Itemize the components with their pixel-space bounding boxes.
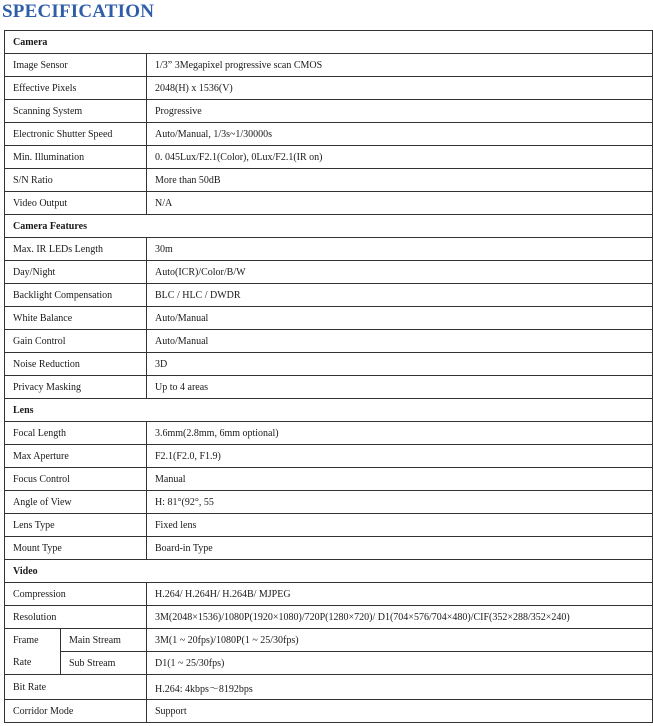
spec-value: Progressive	[147, 100, 653, 123]
table-row	[5, 514, 653, 537]
spec-value: F2.1(F2.0, F1.9)	[147, 445, 653, 468]
spec-value: Auto/Manual	[147, 307, 653, 330]
table-row	[5, 123, 653, 146]
spec-value: H: 81°(92°, 55	[147, 491, 653, 514]
spec-label: Max Aperture	[5, 445, 147, 468]
spec-value: H.264: 4kbps〜8192bps	[147, 675, 653, 700]
spec-value: 3.6mm(2.8mm, 6mm optional)	[147, 422, 653, 445]
spec-label: Mount Type	[5, 537, 147, 560]
table-row	[5, 261, 653, 284]
spec-value: Auto(ICR)/Color/B/W	[147, 261, 653, 284]
spec-value: D1(1 ~ 25/30fps)	[147, 652, 653, 675]
section-row-camera-features	[5, 215, 653, 238]
spec-label: Lens Type	[5, 514, 147, 537]
spec-label: Max. IR LEDs Length	[5, 238, 147, 261]
spec-label: Resolution	[5, 606, 147, 629]
spec-value: 30m	[147, 238, 653, 261]
spec-label: Day/Night	[5, 261, 147, 284]
spec-label: Privacy Masking	[5, 376, 147, 399]
spec-label: Gain Control	[5, 330, 147, 353]
table-row	[5, 54, 653, 77]
spec-value: 1/3” 3Megapixel progressive scan CMOS	[147, 54, 653, 77]
spec-value: N/A	[147, 192, 653, 215]
spec-label: Noise Reduction	[5, 353, 147, 376]
spec-value: Board-in Type	[147, 537, 653, 560]
spec-value: 3M(2048×1536)/1080P(1920×1080)/720P(1280×720)/ D1(704×576/704×480)/CIF(352×288/352×240)	[147, 606, 653, 629]
table-row	[5, 330, 653, 353]
frame-rate-label-top: Frame	[5, 629, 61, 652]
table-row	[5, 468, 653, 491]
spec-label: Backlight Compensation	[5, 284, 147, 307]
spec-value: Manual	[147, 468, 653, 491]
spec-value: 2048(H) x 1536(V)	[147, 77, 653, 100]
main-stream-label: Main Stream	[61, 629, 147, 652]
spec-label: Scanning System	[5, 100, 147, 123]
spec-table	[4, 30, 653, 723]
sub-stream-label: Sub Stream	[61, 652, 147, 675]
table-row	[5, 445, 653, 468]
spec-label: Angle of View	[5, 491, 147, 514]
spec-value: Auto/Manual, 1/3s~1/30000s	[147, 123, 653, 146]
table-row	[5, 700, 653, 723]
spec-label: Focus Control	[5, 468, 147, 491]
table-row	[5, 491, 653, 514]
section-row-lens	[5, 399, 653, 422]
table-row	[5, 629, 653, 652]
frame-rate-label-bottom: Rate	[5, 652, 61, 675]
spec-value: H.264/ H.264H/ H.264B/ MJPEG	[147, 583, 653, 606]
spec-label: Effective Pixels	[5, 77, 147, 100]
table-row	[5, 376, 653, 399]
section-heading-lens: Lens	[5, 399, 653, 422]
spec-label: Video Output	[5, 192, 147, 215]
table-row	[5, 169, 653, 192]
section-row-video	[5, 560, 653, 583]
table-row	[5, 284, 653, 307]
section-row-camera	[5, 31, 653, 54]
section-heading-video: Video	[5, 560, 653, 583]
spec-label: Image Sensor	[5, 54, 147, 77]
spec-value: More than 50dB	[147, 169, 653, 192]
table-row	[5, 537, 653, 560]
spec-value: BLC / HLC / DWDR	[147, 284, 653, 307]
spec-label: S/N Ratio	[5, 169, 147, 192]
spec-value: 3M(1 ~ 20fps)/1080P(1 ~ 25/30fps)	[147, 629, 653, 652]
section-heading-camera: Camera	[5, 31, 653, 54]
section-heading-camera-features: Camera Features	[5, 215, 653, 238]
spec-value: Support	[147, 700, 653, 723]
spec-label: Compression	[5, 583, 147, 606]
table-row	[5, 307, 653, 330]
spec-label: Electronic Shutter Speed	[5, 123, 147, 146]
table-row	[5, 192, 653, 215]
table-row	[5, 353, 653, 376]
table-row	[5, 675, 653, 700]
table-row	[5, 583, 653, 606]
spec-value: 0. 045Lux/F2.1(Color), 0Lux/F2.1(IR on)	[147, 146, 653, 169]
table-row	[5, 146, 653, 169]
table-row	[5, 652, 653, 675]
table-row	[5, 606, 653, 629]
spec-value: Auto/Manual	[147, 330, 653, 353]
spec-label: Focal Length	[5, 422, 147, 445]
spec-label: Corridor Mode	[5, 700, 147, 723]
table-row	[5, 100, 653, 123]
spec-value: 3D	[147, 353, 653, 376]
spec-label: Min. Illumination	[5, 146, 147, 169]
spec-value: Up to 4 areas	[147, 376, 653, 399]
table-row	[5, 238, 653, 261]
table-row	[5, 422, 653, 445]
page-title: SPECIFICATION	[2, 1, 155, 22]
spec-value: Fixed lens	[147, 514, 653, 537]
table-row	[5, 77, 653, 100]
spec-label: Bit Rate	[5, 675, 147, 700]
spec-label: White Balance	[5, 307, 147, 330]
